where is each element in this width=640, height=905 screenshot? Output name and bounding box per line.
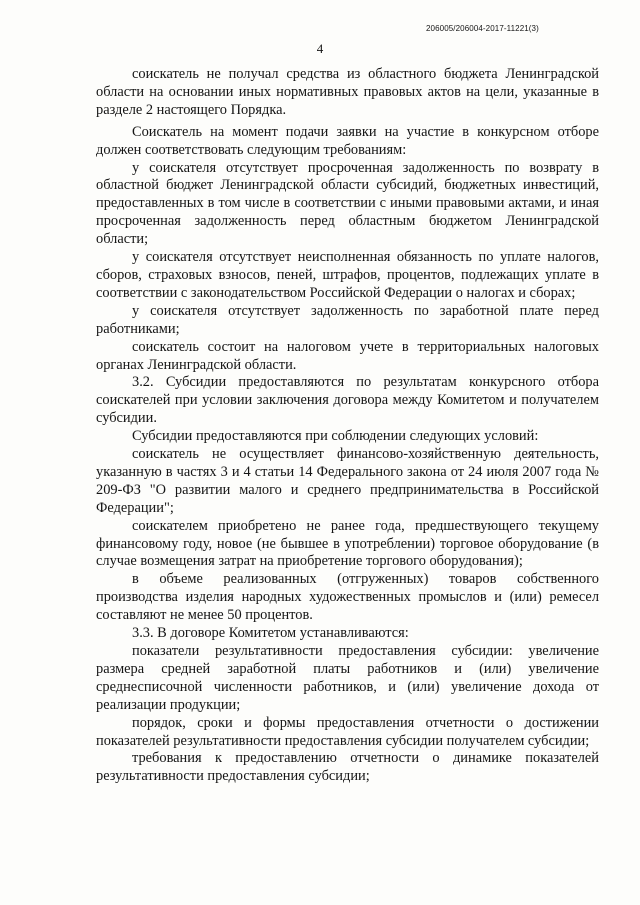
paragraph: соискатель не осуществляет финансово-хозяйственную деятельность, указанную в частях 3 и 4 статьи 14 Федерального закона от 24 июля 2007 года № 209-ФЗ "О развитии малого и среднего предпринимательства в Российской Федерации"; bbox=[96, 446, 599, 516]
paragraph: соискатель состоит на налоговом учете в территориальных налоговых органах Ленинградской области. bbox=[96, 338, 599, 373]
paragraph: 3.3. В договоре Комитетом устанавливаются: bbox=[132, 625, 409, 642]
paragraph: у соискателя отсутствует просроченная задолженность по возврату в областной бюджет Ленинградской области субсидий, бюджетных инвестиций, предоставленных в том числе в соответствии с иными правовыми актами, и иная просроченная задолженность перед областным бюджетом Ленинградской области; bbox=[96, 159, 599, 248]
paragraph: показатели результативности предоставления субсидии: увеличение размера средней заработной платы работников и (или) увеличение среднесписочной численности работников, и (или) увеличение дохода от реализации продукции; bbox=[96, 643, 599, 713]
paragraph: Субсидии предоставляются при соблюдении следующих условий: bbox=[132, 428, 539, 445]
paragraph: у соискателя отсутствует неисполненная обязанность по уплате налогов, сборов, страховых взносов, пеней, штрафов, процентов, подлежащих уплате в соответствии с законодательством Российской Федерации о налогах и сборах; bbox=[96, 249, 599, 301]
page-number: 4 bbox=[316, 41, 324, 56]
document-body bbox=[96, 66, 599, 786]
paragraph: требования к предоставлению отчетности о динамике показателей результативности предоставления субсидии; bbox=[96, 750, 599, 785]
paragraph: Соискатель на момент подачи заявки на участие в конкурсном отборе должен соответствовать следующим требованиям: bbox=[96, 123, 599, 158]
paragraph: соискатель не получал средства из областного бюджета Ленинградской области на основании иных нормативных правовых актов на цели, указанные в разделе 2 настоящего Порядка. bbox=[96, 66, 599, 118]
document-id: 206005/206004-2017-11221(3) bbox=[426, 24, 539, 33]
paragraph: 3.2. Субсидии предоставляются по результатам конкурсного отбора соискателей при условии заключения договора между Комитетом и получателем субсидии. bbox=[96, 374, 599, 427]
paragraph: у соискателя отсутствует задолженность по заработной плате перед работниками; bbox=[96, 302, 599, 337]
paragraph: порядок, сроки и формы предоставления отчетности о достижении показателей результативности предоставления субсидии получателем субсидии; bbox=[96, 714, 599, 749]
paragraph: соискателем приобретено не ранее года, предшествующего текущему финансовому году, новое (не бывшее в употреблении) торговое оборудование (в случае возмещения затрат на приобретение торгового оборудования); bbox=[96, 517, 599, 570]
paragraph: в объеме реализованных (отгруженных) товаров собственного производства изделия народных художественных промыслов и (или) ремесел составляют не менее 50 процентов. bbox=[96, 571, 599, 624]
